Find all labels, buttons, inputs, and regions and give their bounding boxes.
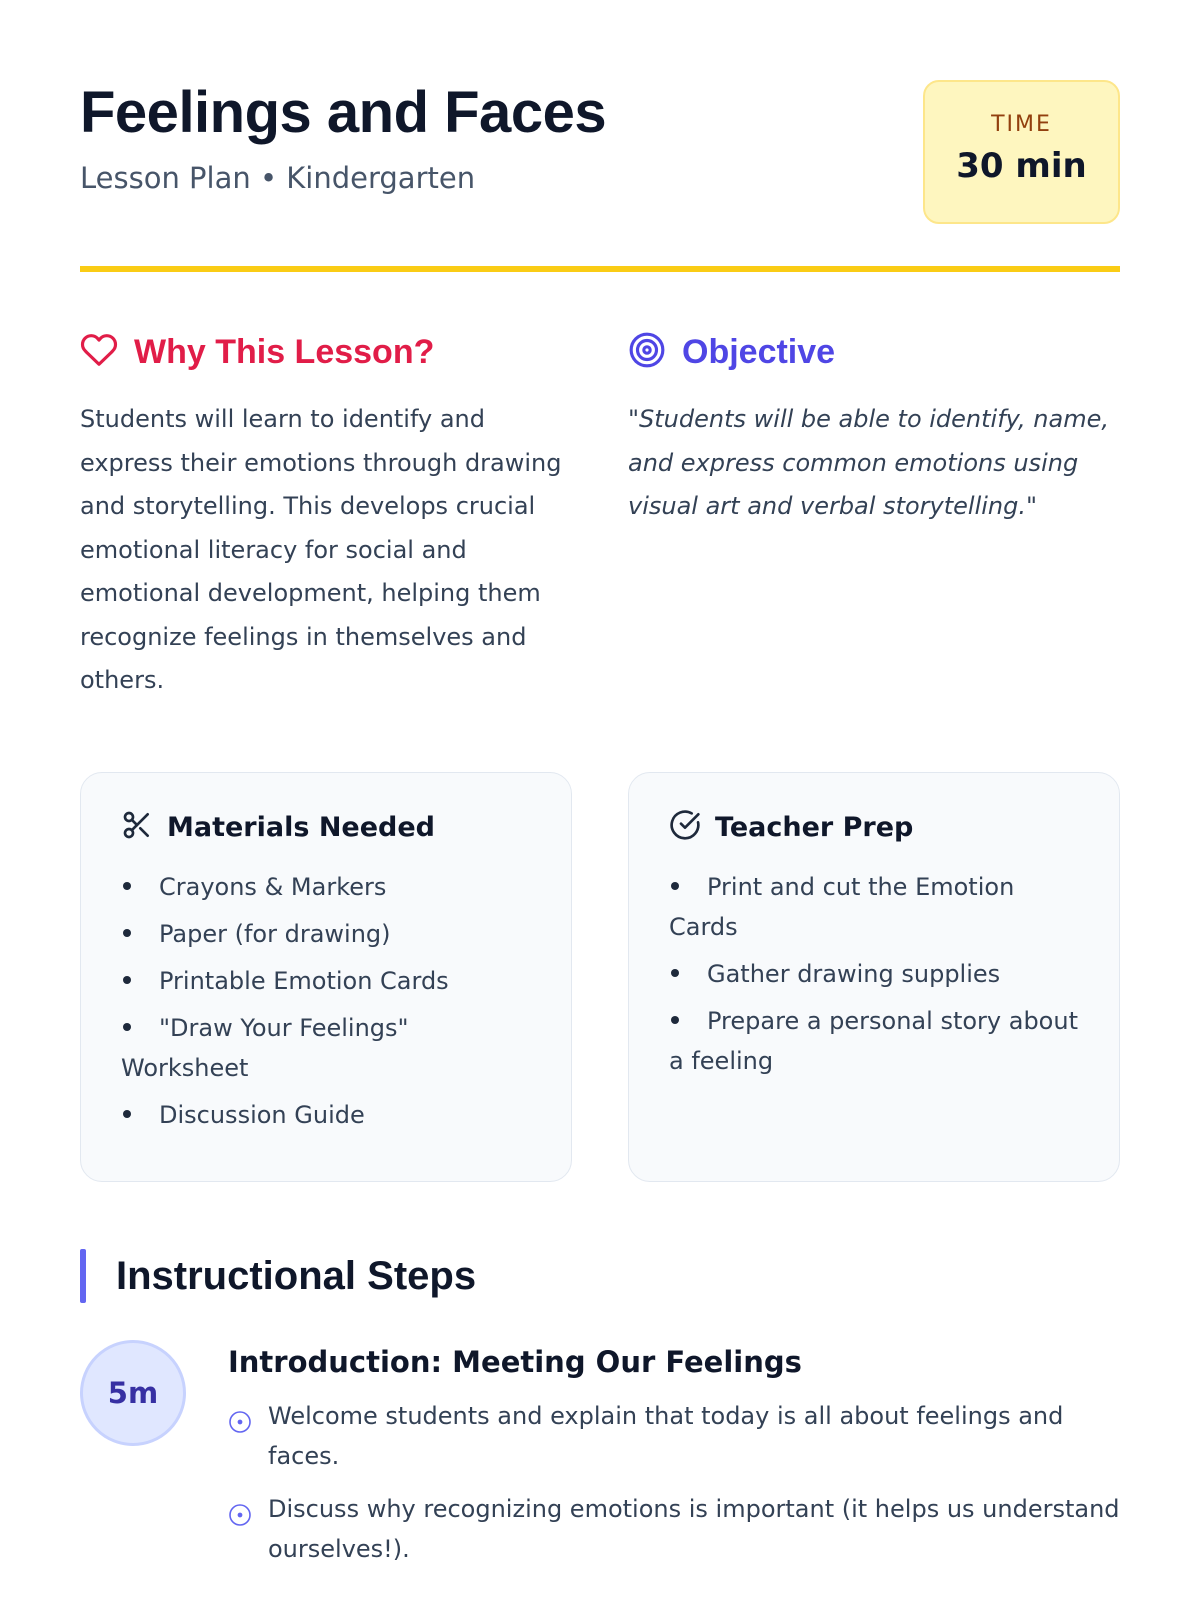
check-circle-icon	[669, 809, 701, 845]
page-title: Feelings and Faces	[80, 80, 607, 145]
step-points	[228, 1396, 1120, 1569]
materials-item-label: Crayons & Markers	[159, 873, 387, 901]
materials-list	[121, 867, 531, 1135]
dot-circle-icon	[228, 1499, 252, 1539]
time-value: 30 min	[956, 146, 1087, 186]
objective-header	[628, 330, 1120, 374]
list-item	[121, 1095, 531, 1135]
list-item	[121, 867, 531, 907]
step-duration-badge: 5m	[80, 1340, 186, 1446]
dot-circle-icon	[228, 1406, 252, 1446]
step-title: Introduction: Meeting Our Feelings	[228, 1345, 802, 1379]
prep-header	[669, 809, 1079, 845]
prep-list	[669, 867, 1079, 1081]
page-subtitle: Lesson Plan • Kindergarten	[80, 161, 476, 195]
scissors-icon	[121, 809, 153, 845]
why-header	[80, 330, 570, 374]
materials-item-label: Paper (for drawing)	[159, 920, 391, 948]
why-title: Why This Lesson?	[134, 332, 435, 371]
heart-icon	[80, 331, 118, 373]
steps-header	[80, 1248, 476, 1304]
objective-title: Objective	[682, 332, 836, 371]
materials-item-label: Printable Emotion Cards	[159, 967, 449, 995]
prep-title: Teacher Prep	[715, 811, 914, 843]
why-text: Students will learn to identify and express their emotions through drawing and storytelling. This develops crucial emotional literacy for social and emotional development, helping them recognize feelings in themselves and others.	[80, 405, 562, 694]
materials-card	[80, 772, 572, 1182]
time-label: TIME	[991, 112, 1052, 137]
step-point-text: Welcome students and explain that today is all about feelings and faces.	[268, 1402, 1064, 1470]
header-divider	[80, 266, 1120, 272]
step-point	[228, 1396, 1120, 1476]
materials-title: Materials Needed	[167, 811, 436, 843]
step-point	[228, 1489, 1120, 1569]
why-section	[80, 330, 570, 703]
step-body	[228, 1340, 1120, 1582]
prep-item-label: Print and cut the Emotion Cards	[669, 873, 1015, 941]
list-item	[669, 954, 1079, 994]
prep-item-label: Prepare a personal story about a feeling	[669, 1007, 1078, 1075]
prep-item-label: Gather drawing supplies	[707, 960, 1001, 988]
steps-accent-bar	[80, 1249, 86, 1303]
list-item	[121, 1008, 531, 1088]
teacher-prep-card	[628, 772, 1120, 1182]
objective-section	[628, 330, 1120, 529]
list-item	[121, 961, 531, 1001]
materials-item-label: "Draw Your Feelings" Worksheet	[121, 1014, 409, 1082]
list-item	[669, 1001, 1079, 1081]
time-badge	[923, 80, 1120, 224]
list-item	[121, 914, 531, 954]
materials-item-label: Discussion Guide	[159, 1101, 365, 1129]
steps-title: Instructional Steps	[116, 1253, 477, 1298]
objective-text: "Students will be able to identify, name, and express common emotions using visual art and verbal storytelling."	[628, 405, 1109, 520]
lesson-header	[80, 78, 1120, 228]
list-item	[669, 867, 1079, 947]
step-point-text: Discuss why recognizing emotions is important (it helps us understand ourselves!).	[268, 1495, 1120, 1563]
materials-header	[121, 809, 531, 845]
target-icon	[628, 331, 666, 373]
